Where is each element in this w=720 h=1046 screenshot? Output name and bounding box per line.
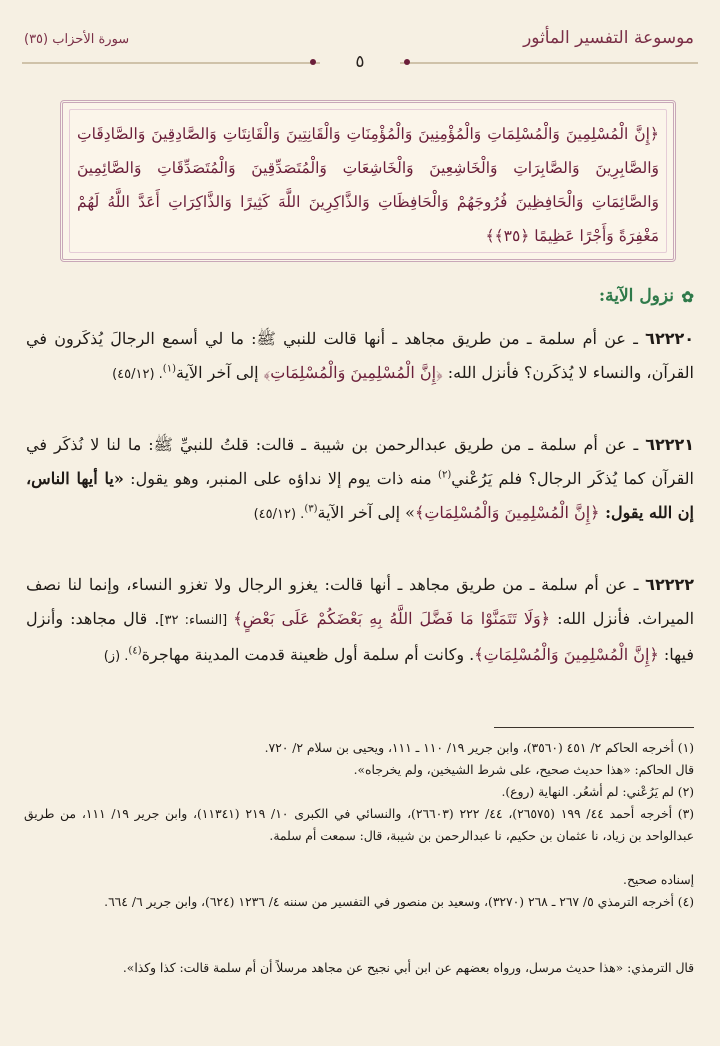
footnote-separator bbox=[494, 727, 694, 728]
footnote: (٣) أخرجه أحمد ٤٤/ ١٩٩ (٢٦٥٧٥)، ٤٤/ ٢٢٢ (٢٦٦٠٣)، والنسائي في الكبرى ١٠/ ٢١٩ (١١٣٤١)، وابن جرير ١٩/ ١١١، من طريق عبدالواحد بن زياد، نا عثمان بن حكيم، نا عبدالرحمن بن شيبة، قال: سمعت أم سلمة. bbox=[24, 807, 695, 843]
footnote: قال الحاكم: «هذا حديث صحيح، على شرط الشيخين، ولم يخرجاه». bbox=[353, 763, 694, 777]
entry-text: ـ عن أم سلمة ـ من طريق مجاهد ـ أنها قالت: يغزو الرجال ولا تغزو النساء، وإنما لنا نصف الميراث. فأنزل الله: bbox=[26, 575, 695, 628]
quran-verse: ﴿إِنَّ الْمُسْلِمِينَ وَالْمُسْلِمَاتِ وَالْمُؤْمِنِينَ وَالْمُؤْمِنَاتِ وَالْقَانِتِينَ وَالْقَانِتَاتِ وَالصَّادِقِينَ وَالصَّادِقَاتِ وَالصَّابِرِينَ وَالصَّابِرَاتِ وَالْخَاشِعِينَ وَالْخَاشِعَاتِ وَالْمُتَصَدِّقِينَ وَالْمُتَصَدِّقَاتِ وَالصَّائِمِينَ وَالصَّائِمَاتِ وَالْحَافِظِينَ فُرُوجَهُمْ وَالْحَافِظَاتِ وَالذَّاكِرِينَ اللَّهَ كَثِيرًا وَالذَّاكِرَاتِ أَعَدَّ اللَّهُ لَهُمْ مَغْفِرَةً وَأَجْرًا عَظِيمًا ﴿٣٥﴾﴾ bbox=[77, 125, 659, 245]
footnote-marker: (١) bbox=[162, 363, 176, 375]
hadith-entry-62220 bbox=[26, 322, 694, 392]
entry-text: ـ عن أم سلمة ـ من طريق عبدالرحمن بن شيبة ـ قالت: قلتُ للنبيِّ ﷺ: ما لنا لا نُذكَر في القرآن كما يُذكَر الرجال؟ فلم يَرُعْني bbox=[26, 435, 694, 488]
entry-number: ٦٢٢٢١ bbox=[645, 435, 695, 454]
footnote: (١) أخرجه الحاكم ٢/ ٤٥١ (٣٥٦٠)، وابن جرير ١٩/ ١١٠ ـ ١١١، ويحيى بن سلام ٢/ ٧٢٠. bbox=[264, 741, 694, 755]
book-title: موسوعة التفسير المأثور bbox=[523, 28, 694, 48]
footnote: إسناده صحيح. bbox=[623, 873, 694, 887]
entry-text: » إلى آخر الآية bbox=[317, 503, 415, 522]
entry-text: ـ عن أم سلمة ـ من طريق مجاهد ـ أنها قالت للنبي ﷺ: ما لي أسمع الرجالَ يُذكَرون في القرآن، والنساء لا يُذكَرن؟ فأنزل الله: bbox=[26, 329, 694, 382]
hadith-entry-62222 bbox=[26, 568, 694, 674]
surah-label: سورة الأحزاب bbox=[52, 32, 130, 47]
volume-reference: . (٤٥/١٢) bbox=[112, 367, 163, 382]
prophet-saying: «يا أيها الناس، إن الله يقول: bbox=[26, 469, 694, 522]
surah-citation: [النساء: ٣٢] bbox=[159, 613, 234, 628]
footnote-marker: (٢) bbox=[438, 469, 452, 481]
flower-ornament-icon: ✿ bbox=[681, 288, 694, 306]
entry-number: ٦٢٢٢٢ bbox=[645, 575, 694, 594]
surah-header bbox=[24, 32, 264, 47]
footnote: (٤) أخرجه الترمذي ٥/ ٢٦٧ ـ ٢٦٨ (٣٢٧٠)، وسعيد بن منصور في التفسير من سننه ٤/ ١٢٣٦ (٦٢٤)، وابن جرير ٦/ ٦٦٤. bbox=[104, 895, 694, 909]
quran-quote: ﴿وَلَا تَتَمَنَّوْا مَا فَضَّلَ اللَّهُ بِهِ بَعْضَكُمْ عَلَى بَعْضٍ﴾ bbox=[233, 609, 551, 628]
footnote-marker: (٣) bbox=[304, 503, 318, 515]
verse-frame bbox=[60, 100, 676, 262]
footnote-marker: (٤) bbox=[128, 645, 142, 657]
section-heading-text: نزول الآية: bbox=[598, 286, 674, 306]
hadith-entry-62221 bbox=[26, 428, 694, 532]
page-number: ٥ bbox=[320, 52, 400, 74]
entry-number: ٦٢٢٢٠ bbox=[645, 329, 694, 348]
entry-text: إلى آخر الآية bbox=[175, 363, 264, 382]
volume-reference: . (٤٥/١٢) bbox=[253, 507, 305, 522]
section-heading bbox=[599, 286, 694, 306]
footnote: (٢) لم يَرُعْني: لم أشعُر. النهاية (روع). bbox=[501, 785, 694, 799]
quran-quote: ﴿إِنَّ الْمُسْلِمِينَ وَالْمُسْلِمَاتِ﴾ bbox=[263, 363, 443, 382]
entry-text: منه ذات يوم إلا نداؤه على المنبر، وهو يقول: bbox=[123, 469, 439, 488]
entry-text: . قال مجاهد: وأنزل فيها: bbox=[26, 609, 694, 664]
surah-number: (٣٥) bbox=[24, 32, 49, 47]
quran-quote: ﴿إِنَّ الْمُسْلِمِينَ وَالْمُسْلِمَاتِ﴾ bbox=[474, 645, 659, 664]
footnote: قال الترمذي: «هذا حديث مرسل، ورواه بعضهم عن ابن أبي نجيح عن مجاهد مرسلاً أن أم سلمة قالت: كذا وكذا». bbox=[122, 961, 694, 975]
volume-reference: . (ز) bbox=[103, 649, 129, 664]
ornament-dot-left bbox=[310, 59, 316, 65]
ornament-dot-right bbox=[404, 59, 410, 65]
quran-quote: ﴿إِنَّ الْمُسْلِمِينَ وَالْمُسْلِمَاتِ﴾ bbox=[414, 503, 600, 522]
entry-text: . وكانت أم سلمة أول ظعينة قدمت المدينة مهاجرة bbox=[141, 645, 475, 664]
